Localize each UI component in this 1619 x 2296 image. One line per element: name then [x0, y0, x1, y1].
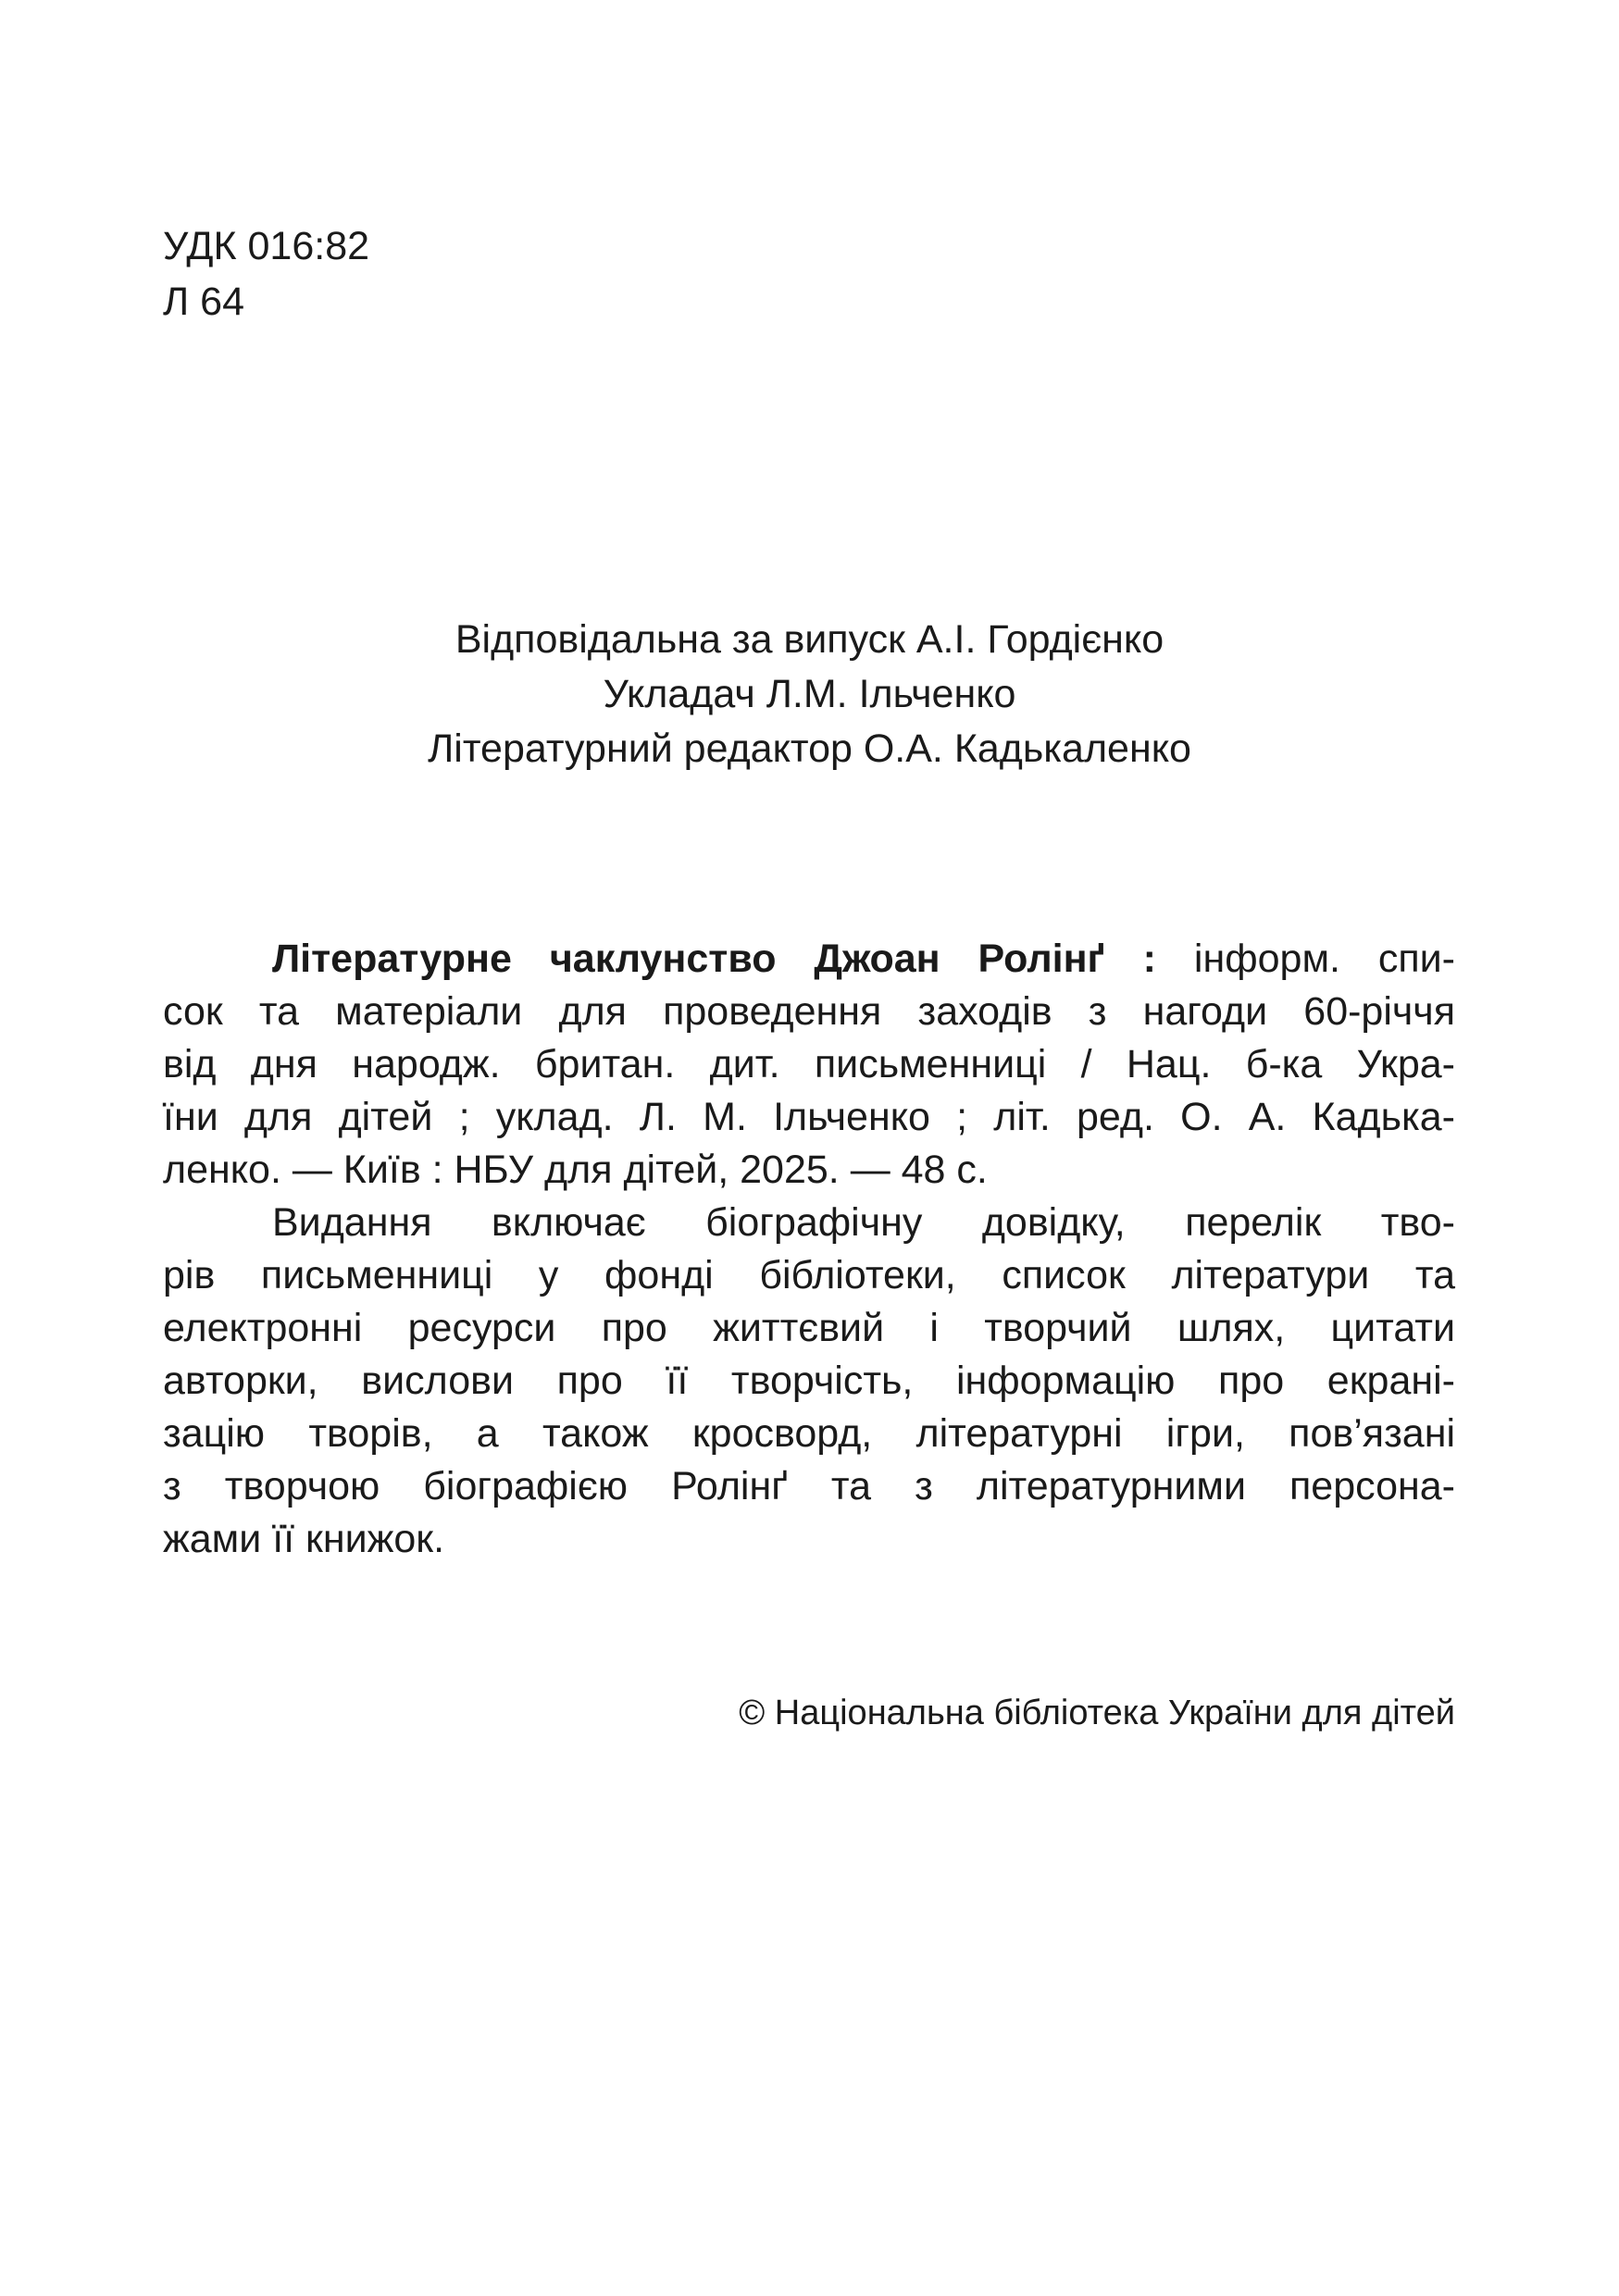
bib-line: Літературне чаклунство Джоан Ролінґ : інформ. спи- [272, 937, 1455, 981]
responsible-person: Відповідальна за випуск А.І. Гордієнко [455, 617, 1164, 662]
annotation-line: рів письменниці у фонді бібліотеки, список літератури та [163, 1253, 1455, 1297]
annotation-line: авторки, вислови про її творчість, інформацію про екрані- [163, 1359, 1455, 1403]
classification-block [163, 218, 369, 329]
copyright-notice: © Національна бібліотека України для дітей [739, 1694, 1455, 1732]
bib-line: сок та матеріали для проведення заходів з нагоди 60-річчя [163, 989, 1455, 1034]
annotation-line: зацію творів, а також кросворд, літературні ігри, пов’язані [163, 1411, 1455, 1456]
annotation-line: електронні ресурси про життєвий і творчий шлях, цитати [163, 1306, 1455, 1350]
annotation-line: жами її книжок. [163, 1517, 445, 1561]
bib-line: від дня народж. британ. дит. письменниці / Нац. б-ка Укра- [163, 1042, 1455, 1086]
bib-line: ленко. — Київ : НБУ для дітей, 2025. — 48 с. [163, 1148, 988, 1192]
annotation-line: з творчою біографією Ролінґ та з літературними персона- [163, 1464, 1455, 1508]
annotation-line: Видання включає біографічну довідку, перелік тво- [272, 1200, 1455, 1245]
bib-line: їни для дітей ; уклад. Л. М. Ільченко ; літ. ред. О. А. Кадька- [163, 1095, 1455, 1139]
udk-code: УДК 016:82 [163, 224, 370, 268]
bibliographic-description [163, 933, 1455, 1566]
author-sign: Л 64 [163, 279, 244, 324]
literary-editor: Літературний редактор О.А. Кадькаленко [428, 726, 1191, 771]
compiler: Укладач Л.М. Ільченко [603, 672, 1016, 716]
book-title: Літературне чаклунство Джоан Ролінґ : [272, 937, 1157, 981]
credits-block [0, 613, 1619, 776]
